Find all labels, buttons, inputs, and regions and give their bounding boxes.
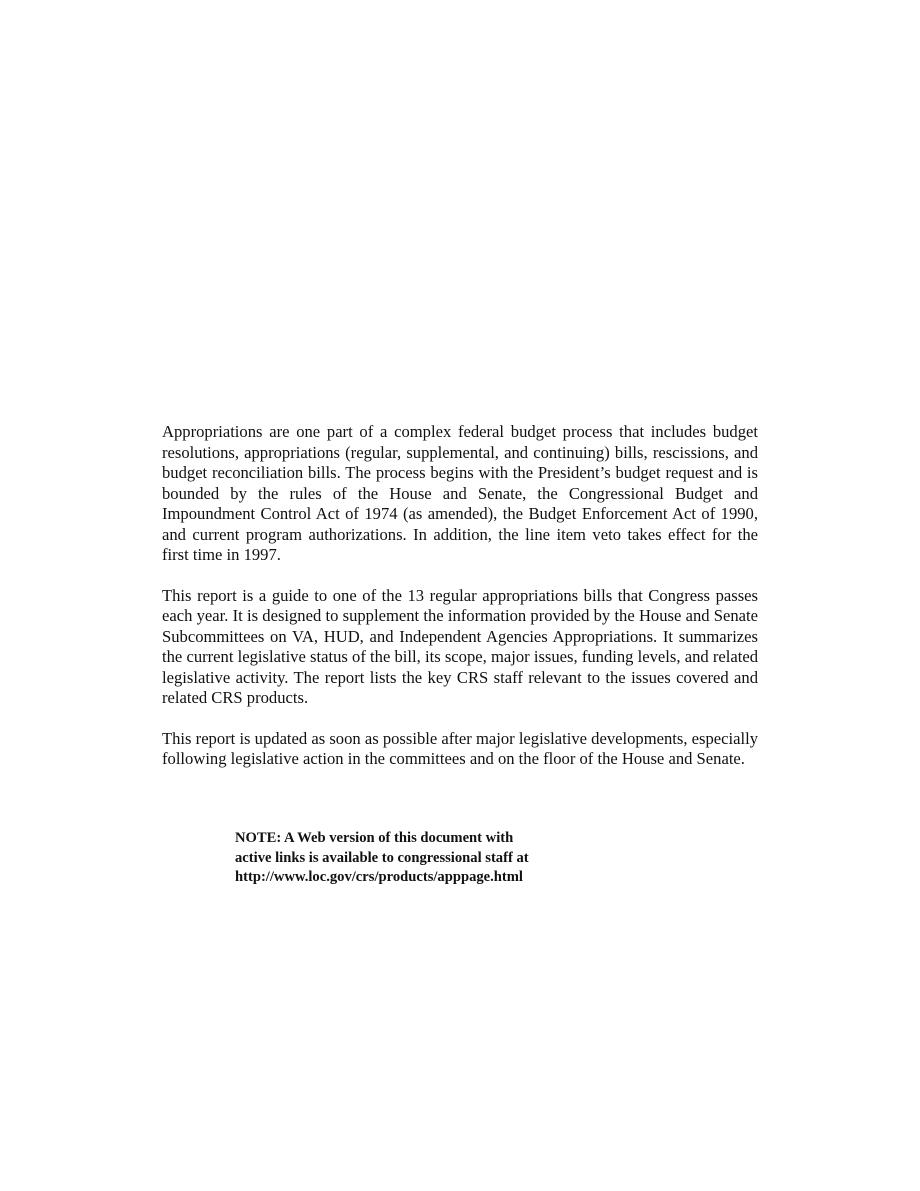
web-version-note: [235, 829, 595, 888]
note-line-1: NOTE: A Web version of this document with: [235, 830, 514, 846]
paragraph-update-policy: This report is updated as soon as possible after major legislative developments, especially following legislative action in the committees and on the floor of the House and Senate.: [162, 728, 758, 768]
paragraph-appropriations-overview: Appropriations are one part of a complex federal budget process that includes budget resolutions, appropriations (regular, supplemental, and continuing) bills, rescissions, and budget reconciliation bills. The process begins with the President’s budget request and is bounded by the rules of the House and Senate, the Congressional Budget and Impoundment Control Act of 1974 (as amended), the Budget Enforcement Act of 1990, and current program authorizations. In addition, the line item veto takes effect for the first time in 1997.: [162, 422, 758, 564]
note-line-2: active links is available to congressional staff at: [235, 849, 529, 866]
note-url: http://www.loc.gov/crs/products/apppage.html: [235, 869, 523, 885]
paragraph-report-guide: This report is a guide to one of the 13 regular appropriations bills that Congress passes each year. It is designed to supplement the information provided by the House and Senate Subcommittees on VA, HUD, and Independent Agencies Appropriations. It summarizes the current legislative status of the bill, its scope, major issues, funding levels, and related legislative activity. The report lists the key CRS staff relevant to the issues covered and related CRS products.: [162, 585, 758, 707]
body-text: [162, 422, 758, 790]
